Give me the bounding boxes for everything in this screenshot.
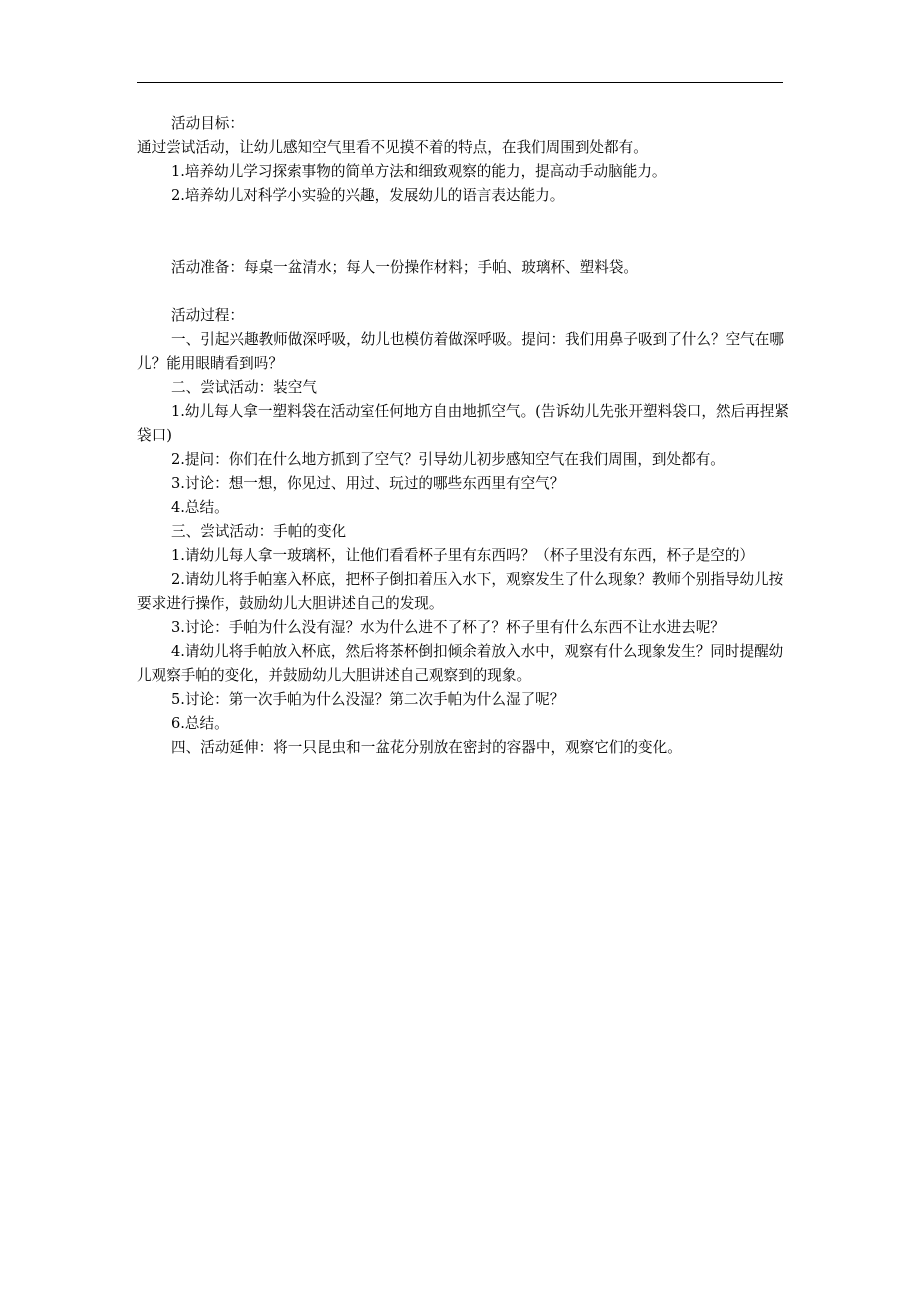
process-section-2-item: 1.幼儿每人拿一塑料袋在活动室任何地方自由地抓空气。(告诉幼儿先张开塑料袋口，然后再捏紧袋口): [137, 403, 789, 444]
process-section-3-item: 1.请幼儿每人拿一玻璃杯，让他们看看杯子里有东西吗？（杯子里没有东西，杯子是空的）: [171, 547, 755, 564]
process-section-2-item: 3.讨论：想一想，你见过、用过、玩过的哪些东西里有空气？: [171, 475, 565, 492]
preparation-text: 活动准备：每桌一盆清水；每人一份操作材料；手帕、玻璃杯、塑料袋。: [171, 259, 639, 276]
process-section-3-item: 5.讨论：第一次手帕为什么没湿？第二次手帕为什么湿了呢？: [171, 691, 565, 708]
process-section-3-title: 三、尝试活动：手帕的变化: [171, 523, 347, 540]
process-section-3-item: 2.请幼儿将手帕塞入杯底，把杯子倒扣着压入水下，观察发生了什么现象？教师个别指导幼儿按要求进行操作，鼓励幼儿大胆讲述自己的发现。: [137, 571, 784, 612]
process-section-3-item: 4.请幼儿将手帕放入杯底，然后将茶杯倒扣倾余着放入水中，观察有什么现象发生？同时提醒幼儿观察手帕的变化，并鼓励幼儿大胆讲述自己观察到的现象。: [137, 643, 784, 684]
goal-item: 1.培养幼儿学习探索事物的简单方法和细致观察的能力，提高动手动脑能力。: [171, 163, 667, 180]
process-section-3-item: 6.总结。: [171, 715, 229, 732]
document-body: [137, 112, 789, 760]
process-section-2-title: 二、尝试活动：装空气: [171, 379, 317, 396]
goal-item: 2.培养幼儿对科学小实验的兴趣，发展幼儿的语言表达能力。: [171, 187, 565, 204]
spacer: [137, 280, 789, 304]
header-rule: [137, 82, 783, 83]
process-section-4: 四、活动延伸：将一只昆虫和一盆花分别放在密封的容器中，观察它们的变化。: [171, 739, 682, 756]
process-section-1: 一、引起兴趣教师做深呼吸，幼儿也模仿着做深呼吸。提问：我们用鼻子吸到了什么？空气在哪儿？能用眼睛看到吗？: [137, 331, 784, 372]
spacer: [137, 208, 789, 256]
process-section-3-item: 3.讨论：手帕为什么没有湿？水为什么进不了杯了？杯子里有什么东西不让水进去呢？: [171, 619, 725, 636]
goals-intro: 通过尝试活动，让幼儿感知空气里看不见摸不着的特点，在我们周围到处都有。: [137, 139, 648, 156]
goals-heading: 活动目标：: [171, 115, 244, 132]
process-section-2-item: 4.总结。: [171, 499, 229, 516]
process-section-2-item: 2.提问：你们在什么地方抓到了空气？引导幼儿初步感知空气在我们周围，到处都有。: [171, 451, 725, 468]
process-heading: 活动过程：: [171, 307, 244, 324]
